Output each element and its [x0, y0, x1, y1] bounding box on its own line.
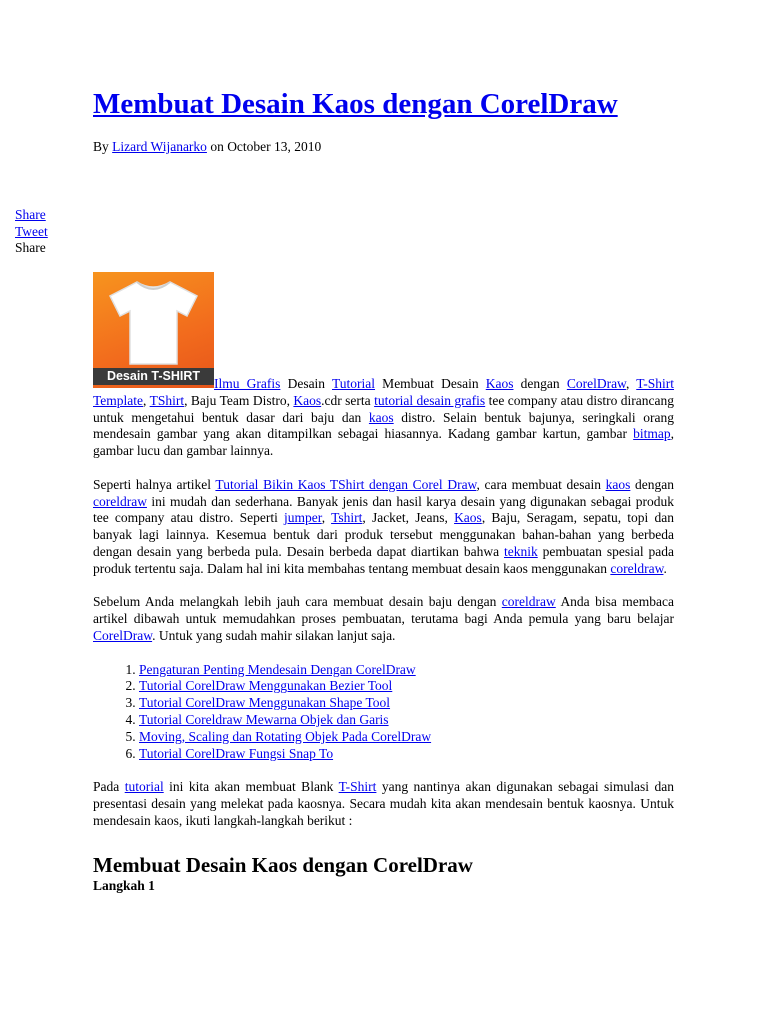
page-title-link[interactable]: Membuat Desain Kaos dengan CorelDraw	[93, 88, 618, 120]
link-coreldraw[interactable]: coreldraw	[610, 560, 664, 576]
share-block	[15, 207, 48, 257]
text: , Baju Team Distro,	[184, 392, 294, 408]
byline	[93, 139, 321, 156]
link-template[interactable]: Template	[93, 392, 144, 408]
link-jumper[interactable]: jumper	[284, 510, 322, 526]
text: Sebelum Anda melangkah lebih jauh cara membuat desain baju dengan	[93, 594, 502, 610]
text: pembuatan spesial pada produk tertentu saja. Dalam hal ini kita membahas tentang membuat desain kaos menggunakan	[93, 543, 674, 576]
link-tutorial-desain-grafis[interactable]: tutorial desain grafis	[374, 392, 486, 408]
related-link-5[interactable]: Moving, Scaling dan Rotating Objek Pada CorelDraw	[139, 728, 432, 744]
link-coreldraw[interactable]: coreldraw	[501, 594, 556, 610]
list-item	[139, 678, 674, 695]
link-coreldraw[interactable]: CorelDraw	[566, 376, 626, 391]
text: Membuat Desain	[375, 376, 486, 391]
text: ,	[143, 392, 150, 408]
related-articles-list	[93, 662, 674, 763]
text: Seperti halnya artikel	[93, 476, 216, 492]
list-item	[139, 695, 674, 712]
related-link-4[interactable]: Tutorial Coreldraw Mewarna Objek dan Garis	[139, 711, 389, 727]
tshirt-thumbnail	[93, 272, 214, 388]
text: ini mudah dan sederhana. Banyak jenis dan hasil karya desain yang digunakan sebagai produk tee company atau distro. Seperti	[93, 493, 674, 526]
link-tutorial-bikin-kaos[interactable]: Tutorial Bikin Kaos TShirt dengan Corel Draw	[215, 476, 477, 492]
text: , Baju, Seragam, sepatu, topi dan banyak lagi lainnya. Kesemua bentuk dari produk tersebut menggunakan bahan-bahan yang berbeda dengan desain yang berbeda pula. Desain berbeda dapat diartikan bahwa	[93, 510, 674, 559]
list-item	[139, 712, 674, 729]
tshirt-icon	[107, 278, 200, 366]
link-kaos[interactable]: Kaos	[454, 510, 482, 526]
share-label: Share	[15, 240, 46, 255]
text: yang nantinya akan digunakan sebagai simulasi dan presentasi desain yang melekat pada kaosnya. Secara mudah kita akan mendesain bentuk kaosnya. Untuk mendesain kaos, ikuti langkah-langkah berikut :	[93, 779, 674, 828]
text: tee company atau distro dirancang untuk mengetahui bentuk dasar dari baju dan	[93, 392, 674, 425]
section-heading: Membuat Desain Kaos dengan CorelDraw	[93, 852, 473, 877]
byline-prefix: By	[93, 139, 109, 154]
paragraph-2	[93, 477, 674, 578]
post-date: on October 13, 2010	[210, 139, 322, 154]
text: , gambar lucu dan gambar lainnya.	[93, 426, 674, 459]
text: distro. Selain bentuk bajunya, seringkali orang mendesain gambar yang akan ditampilkan sebagai hiasannya. Kadang gambar kartun, gambar	[93, 409, 674, 442]
related-link-6[interactable]: Tutorial CorelDraw Fungsi Snap To	[139, 745, 334, 761]
text: Desain	[280, 376, 332, 391]
page-title[interactable]	[93, 86, 618, 122]
text: Pada	[93, 779, 125, 795]
link-kaos-cdr[interactable]: Kaos	[293, 392, 322, 408]
thumbnail-caption: Desain T-SHIRT	[93, 368, 214, 385]
tweet-link[interactable]: Tweet	[15, 223, 48, 239]
link-tshirt[interactable]: Tshirt	[331, 510, 363, 526]
text: , cara membuat desain	[476, 476, 606, 492]
link-tshirt[interactable]: TShirt	[149, 392, 185, 408]
link-t-shirt[interactable]: T-Shirt	[338, 779, 377, 795]
author-link[interactable]: Lizard Wijanarko	[112, 139, 207, 154]
related-link-3[interactable]: Tutorial CorelDraw Menggunakan Shape Tool	[139, 695, 391, 711]
link-t-shirt[interactable]: T-Shirt	[636, 376, 675, 391]
link-kaos-distro[interactable]: kaos	[368, 409, 394, 425]
link-kaos[interactable]: Kaos	[485, 376, 514, 391]
list-item	[139, 729, 674, 746]
link-coreldraw-belajar[interactable]: CorelDraw	[93, 627, 153, 643]
text: ,	[625, 376, 637, 391]
step-label: Langkah 1	[93, 877, 155, 893]
link-ilmu-grafis[interactable]: Ilmu Grafis	[214, 376, 281, 391]
text: dengan	[513, 376, 567, 391]
list-item	[139, 746, 674, 763]
share-link[interactable]: Share	[15, 207, 46, 222]
link-kaos[interactable]: kaos	[605, 476, 631, 492]
text: . Untuk yang sudah mahir silakan lanjut saja.	[152, 627, 396, 643]
text: dengan	[630, 476, 675, 492]
link-teknik[interactable]: teknik	[504, 543, 538, 559]
list-item	[139, 662, 674, 679]
intro-paragraph	[93, 272, 674, 460]
text: .cdr serta	[321, 392, 375, 408]
link-tutorial[interactable]: tutorial	[124, 779, 164, 795]
article-body	[93, 272, 674, 911]
text: Anda bisa membaca artikel dibawah untuk memudahkan proses pembuatan, terutama bagi Anda pemula yang baru belajar	[93, 594, 674, 627]
text: ini kita akan membuat Blank	[163, 779, 339, 795]
related-link-1[interactable]: Pengaturan Penting Mendesain Dengan CorelDraw	[139, 661, 416, 677]
text: .	[663, 560, 667, 576]
link-coreldraw[interactable]: coreldraw	[93, 493, 147, 509]
paragraph-3	[93, 594, 674, 644]
text: ,	[321, 510, 332, 526]
link-bitmap[interactable]: bitmap	[633, 426, 671, 442]
paragraph-4	[93, 779, 674, 829]
related-link-2[interactable]: Tutorial CorelDraw Menggunakan Bezier Tool	[139, 678, 393, 694]
text: , Jacket, Jeans,	[362, 510, 455, 526]
link-tutorial[interactable]: Tutorial	[332, 376, 376, 391]
